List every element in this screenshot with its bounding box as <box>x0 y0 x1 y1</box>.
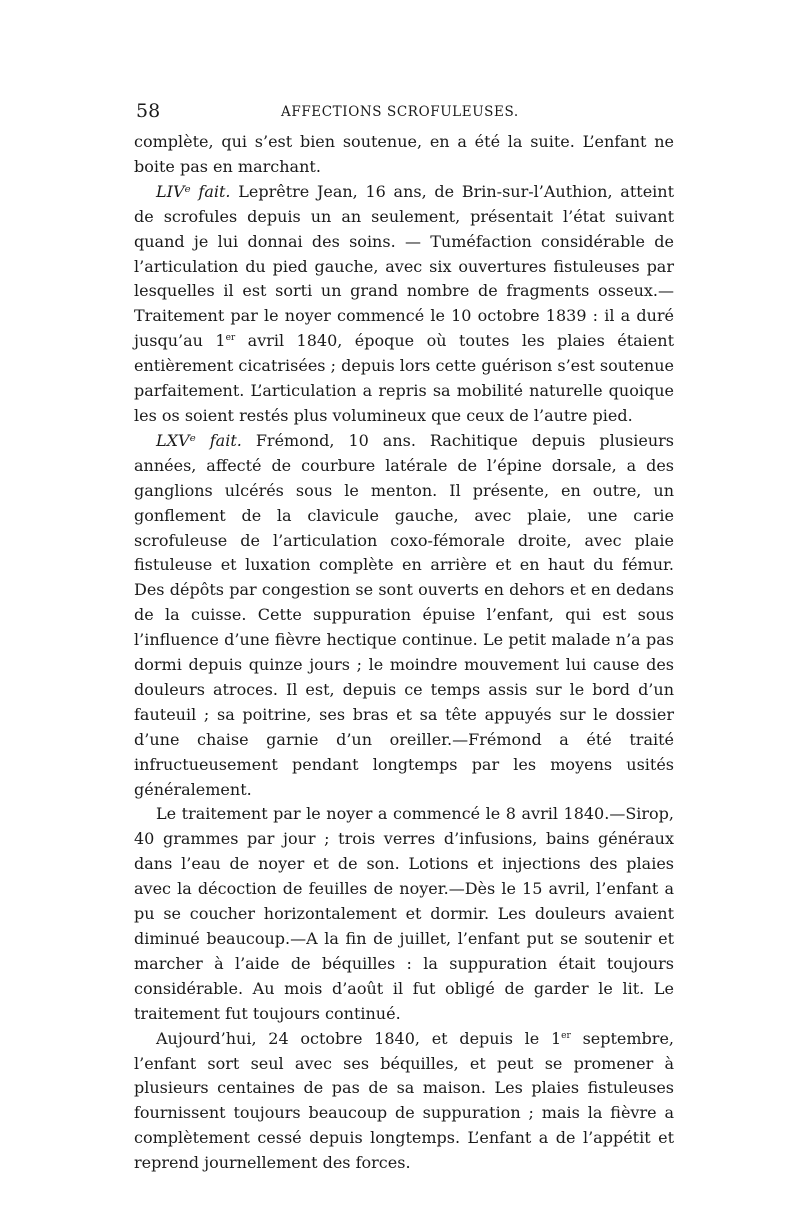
ordinal-superscript: er <box>561 1030 571 1041</box>
paragraph-text: Le traitement par le noyer a commencé le 8 avril 1840.—Sirop, 40 grammes par jour ; trois verres d’infusions, bains généraux dans l’eau de noyer et de son. Lotions et injections des plaies avec la décoction de feuilles de noyer.—Dès le 15 avril, l’enfant a pu se coucher horizontalement et dormir. Les douleurs avaient diminué beaucoup.—A la fin de juillet, l’enfant put se soutenir et marcher à l’aide de béquilles : la suppuration était toujours considérable. Au mois d’août il fut obligé de garder le lit. Le traitement fut toujours continué. <box>134 804 674 1023</box>
ordinal-superscript: er <box>225 333 236 344</box>
case-label: LXVᵉ fait. <box>156 430 242 450</box>
paragraph-text: Leprêtre Jean, 16 ans, de Brin-sur-l’Authion, atteint de scrofules depuis un an seulement, présentait l’état suivant quand je lui donnai des soins. — Tuméfaction considérable de l’articulation du pied gauche, avec six ouvertures fistuleuses par lesquelles il est sorti un grand nombre de fragments osseux.—Traitement par le noyer commencé le 10 octobre 1839 : il a duré jusqu’au 1er avril 1840, époque où toutes les plaies étaient entièrement cicatrisées ; depuis lors cette guérison s’est soutenue parfaitement. L’articulation a repris sa mobilité naturelle quoique les os soient restés plus volumineux que ceux de l’autre pied. <box>134 181 675 425</box>
paragraph-case-54 <box>134 180 674 429</box>
paragraph-outcome <box>134 1027 674 1176</box>
paragraph-treatment <box>134 802 674 1026</box>
paragraph-text: Frémond, 10 ans. Rachitique depuis plusieurs années, affecté de courbure latérale de l’épine dorsale, a des ganglions ulcérés sous le menton. Il présente, en outre, un gonflement de la clavicule gauche, avec plaie, une carie scrofuleuse de l’articulation coxo-fémorale droite, avec plaie fistuleuse et luxation complète en arrière et en haut du fémur. Des dépôts par congestion se sont ouverts en dehors et en dedans de la cuisse. Cette suppuration épuise l’enfant, qui est sous l’influence d’une fièvre hectique continue. Le petit malade n’a pas dormi depuis quinze jours ; le moindre mouvement lui cause des douleurs atroces. Il est, depuis ce temps assis sur le bord d’un fauteuil ; sa poitrine, ses bras et sa tête appuyés sur le dossier d’une chaise garnie d’un oreiller.—Frémond a été traité infructueusement pendant longtemps par les moyens usités généralement. <box>134 430 674 799</box>
paragraph-text: Aujourd’hui, 24 octobre 1840, et depuis le 1er septembre, l’enfant sort seul avec ses béquilles, et peut se promener à plusieurs centaines de pas de sa maison. Les plaies fistuleuses fournissent toujours beaucoup de suppuration ; mais la fièvre a complètement cessé depuis longtemps. L’enfant a de l’appétit et reprend journellement des forces. <box>134 1028 674 1173</box>
page-number: 58 <box>136 100 161 122</box>
paragraph-continuation <box>134 130 674 180</box>
running-title: AFFECTIONS SCROFULEUSES. <box>281 104 519 120</box>
page-header <box>136 96 672 126</box>
body-text <box>134 130 674 1176</box>
paragraph-case-65 <box>134 429 674 803</box>
case-label: LIVᵉ fait. <box>156 181 231 201</box>
paragraph-text: complète, qui s’est bien soutenue, en a été la suite. L’enfant ne boite pas en marchant. <box>134 132 674 176</box>
